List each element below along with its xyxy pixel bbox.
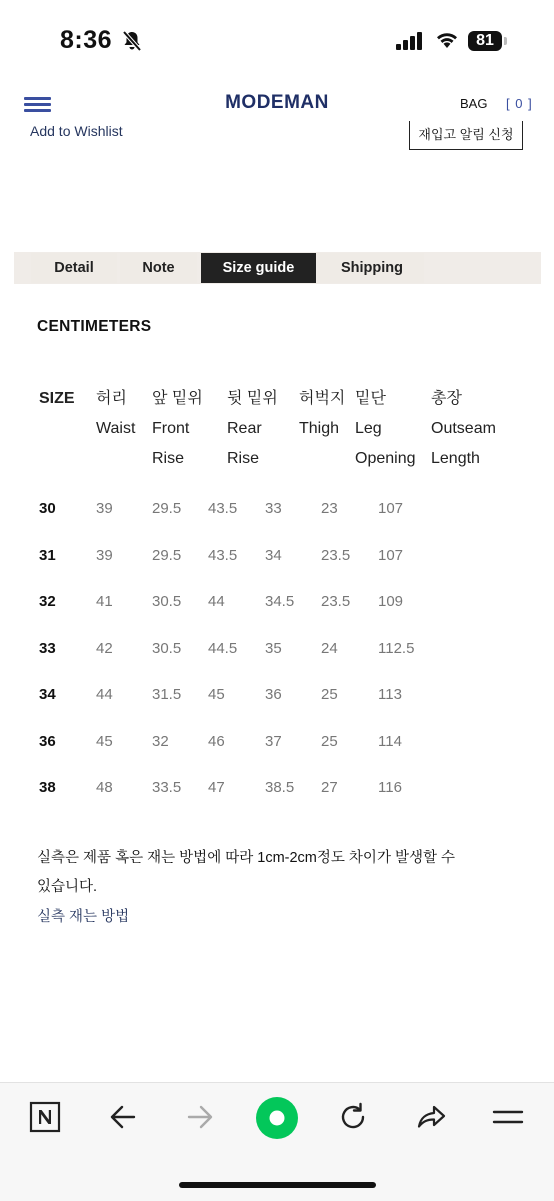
- size-table-cell: 38.5: [265, 779, 295, 796]
- size-table-cell: 44.5: [208, 640, 238, 657]
- size-table-cell: 33: [265, 500, 282, 517]
- menu-icon[interactable]: [491, 1100, 525, 1134]
- size-unit-title: CENTIMETERS: [37, 318, 152, 335]
- header-line: 허벅지: [299, 390, 346, 407]
- bag-link[interactable]: BAG: [460, 96, 488, 111]
- leg-opening-column-header: [355, 384, 416, 474]
- size-row-label: 30: [39, 500, 56, 517]
- size-table-cell: 107: [378, 500, 404, 517]
- battery-tip: [504, 37, 507, 45]
- header-line: Leg: [355, 420, 382, 437]
- waist-column-header: [96, 384, 135, 444]
- size-table-cell: 23: [321, 500, 338, 517]
- size-row-label: 38: [39, 779, 56, 796]
- header-line: SIZE: [39, 390, 75, 407]
- size-table-cell: 109: [378, 593, 404, 610]
- size-column-header: [39, 384, 75, 414]
- size-table-cell: 42: [96, 640, 113, 657]
- bell-slash-icon: [121, 30, 143, 52]
- status-bar: [0, 0, 554, 84]
- header-line: 앞 밑위: [152, 390, 203, 407]
- add-to-wishlist-link[interactable]: Add to Wishlist: [30, 123, 123, 139]
- size-table-cell: 41: [96, 593, 113, 610]
- header-line: Length: [431, 450, 480, 467]
- size-row-label: 31: [39, 547, 56, 564]
- size-table-cell: 34: [265, 547, 282, 564]
- header-line: Rise: [152, 450, 185, 467]
- size-table-cell: 23.5: [321, 593, 351, 610]
- size-table-cell: 37: [265, 733, 282, 750]
- restock-alert-button[interactable]: 재입고 알림 신청: [409, 121, 523, 150]
- header-line: Outseam: [431, 420, 496, 437]
- size-table-cell: 46: [208, 733, 225, 750]
- battery-indicator: 81: [468, 31, 502, 51]
- size-table-cell: 43.5: [208, 500, 238, 517]
- outseam-length-column-header: [431, 384, 496, 474]
- back-icon[interactable]: [106, 1100, 140, 1134]
- header-line: 허리: [96, 390, 127, 407]
- size-table-cell: 35: [265, 640, 282, 657]
- size-table-cell: 30.5: [152, 640, 182, 657]
- size-table-cell: 44: [208, 593, 225, 610]
- size-row-label: 36: [39, 733, 56, 750]
- size-table-cell: 34.5: [265, 593, 295, 610]
- measurement-note-continued: 있습니다.: [37, 879, 98, 895]
- header-line: Waist: [96, 420, 136, 437]
- reload-icon[interactable]: [336, 1100, 370, 1134]
- size-table-cell: 30.5: [152, 593, 182, 610]
- size-table-cell: 107: [378, 547, 404, 564]
- tab-note[interactable]: Note: [120, 253, 197, 283]
- size-table-cell: 25: [321, 686, 338, 703]
- size-table-cell: 25: [321, 733, 338, 750]
- header-line: Thigh: [299, 420, 340, 437]
- size-table-cell: 39: [96, 500, 113, 517]
- size-table-cell: 114: [378, 733, 402, 750]
- front-rise-column-header: [152, 384, 203, 474]
- size-table-cell: 36: [265, 686, 282, 703]
- header-line: 뒷 밑위: [227, 390, 278, 407]
- share-icon[interactable]: [414, 1100, 448, 1134]
- header-line: Rise: [227, 450, 260, 467]
- green-dot-icon[interactable]: [255, 1096, 299, 1140]
- measurement-note: 실측은 제품 혹은 재는 방법에 따라 1cm-2cm정도 차이가 발생할 수: [37, 850, 456, 866]
- site-header: [0, 84, 554, 124]
- tab-shipping[interactable]: Shipping: [320, 253, 424, 283]
- size-table-cell: 43.5: [208, 547, 238, 564]
- tab-size-guide[interactable]: Size guide: [201, 253, 316, 283]
- size-row-label: 34: [39, 686, 56, 703]
- size-table-cell: 112.5: [378, 640, 415, 657]
- rear-rise-column-header: [227, 384, 278, 474]
- size-table-cell: 31.5: [152, 686, 182, 703]
- size-table-cell: 39: [96, 547, 113, 564]
- header-line: Rear: [227, 420, 262, 437]
- size-table-cell: 23.5: [321, 547, 351, 564]
- size-table-cell: 29.5: [152, 500, 182, 517]
- size-row-label: 32: [39, 593, 56, 610]
- size-table-cell: 24: [321, 640, 338, 657]
- bag-count[interactable]: [ 0 ]: [506, 96, 533, 111]
- thigh-column-header: [299, 384, 345, 444]
- size-table-cell: 27: [321, 779, 338, 796]
- size-table-cell: 116: [378, 779, 402, 796]
- naver-icon[interactable]: [28, 1100, 62, 1134]
- size-table-cell: 44: [96, 686, 113, 703]
- size-table-cell: 45: [208, 686, 225, 703]
- header-line: 밑단: [355, 390, 386, 407]
- how-to-measure-link[interactable]: 실측 재는 방법: [37, 909, 130, 925]
- forward-icon[interactable]: [183, 1100, 217, 1134]
- size-table-cell: 33.5: [152, 779, 182, 796]
- size-table-cell: 113: [378, 686, 402, 703]
- wifi-icon: [435, 31, 459, 49]
- cellular-signal-icon: [396, 32, 424, 50]
- header-line: 총장: [431, 390, 462, 407]
- size-table-cell: 47: [208, 779, 225, 796]
- status-time: 8:36: [60, 26, 113, 54]
- tab-detail[interactable]: Detail: [31, 253, 117, 283]
- size-table-cell: 45: [96, 733, 113, 750]
- header-line: Front: [152, 420, 190, 437]
- size-table-cell: 29.5: [152, 547, 182, 564]
- header-line: Opening: [355, 450, 416, 467]
- size-table-cell: 48: [96, 779, 113, 796]
- site-logo[interactable]: MODEMAN: [225, 92, 329, 113]
- size-table-cell: 32: [152, 733, 169, 750]
- home-indicator[interactable]: [179, 1182, 376, 1188]
- size-row-label: 33: [39, 640, 56, 657]
